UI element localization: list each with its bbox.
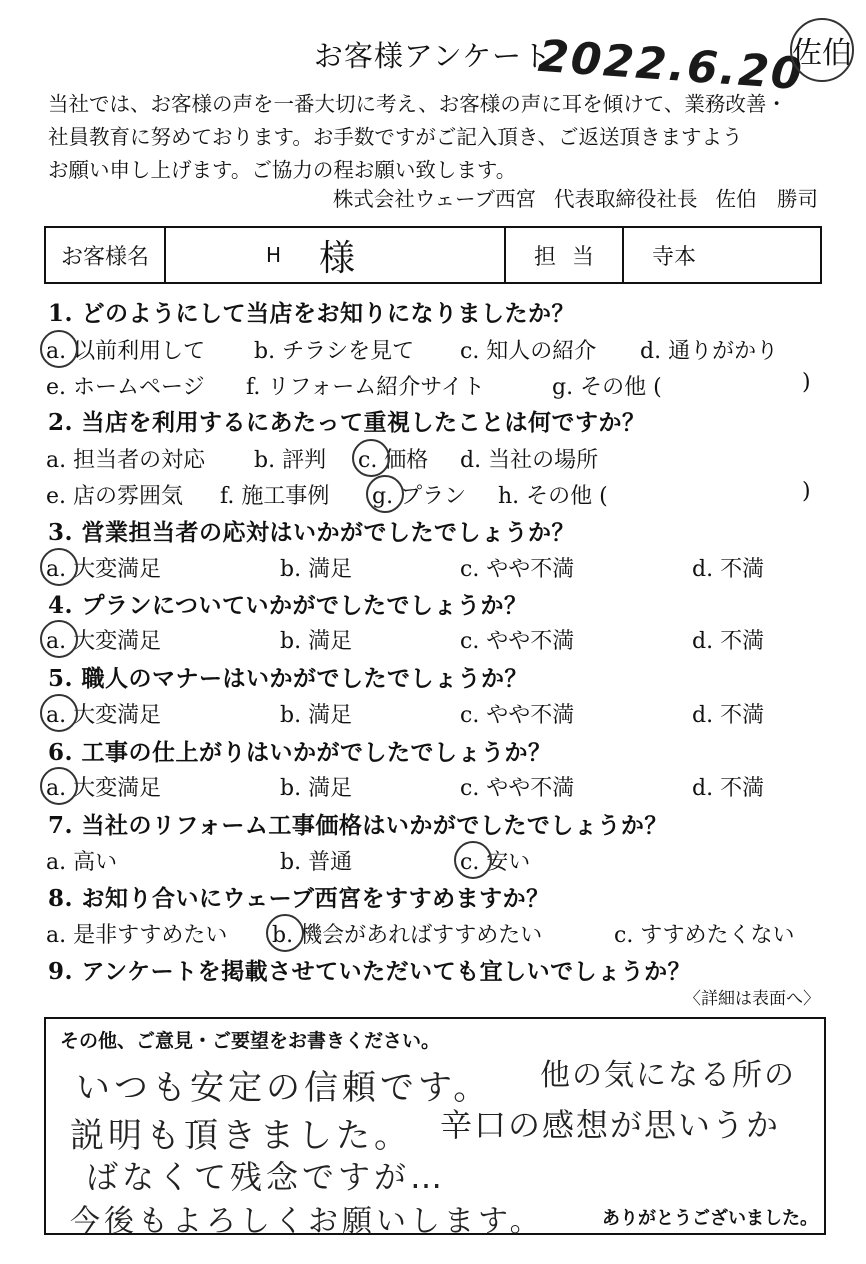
q1-option-a[interactable]: a. 以前利用して xyxy=(46,334,205,365)
q1-option-g[interactable]: g. その他 ( xyxy=(552,375,662,400)
president-name: 佐伯 勝司 xyxy=(715,187,818,211)
staff-label: 担当 xyxy=(506,228,624,282)
q2-option-b[interactable]: b. 評判 xyxy=(254,448,327,473)
q6-option-c[interactable]: c. やや不満 xyxy=(460,776,575,801)
customer-info-box xyxy=(44,226,822,284)
q2-option-d[interactable]: d. 当社の場所 xyxy=(460,448,599,473)
question-5-options xyxy=(46,698,826,728)
company-name: 株式会社ウェーブ西宮 xyxy=(332,187,536,211)
q2-option-g[interactable]: g. プラン xyxy=(372,479,466,510)
q5-option-a[interactable]: a. 大変満足 xyxy=(46,698,161,729)
q2-option-c[interactable]: c. 価格 xyxy=(358,443,428,474)
question-6-options xyxy=(46,771,826,801)
handwritten-date: 2022.6.20 xyxy=(536,30,806,101)
q3-option-b[interactable]: b. 満足 xyxy=(280,557,353,582)
question-5: 5. 職人のマナーはいかがでしたでしょうか？ xyxy=(48,665,529,692)
q1-option-c[interactable]: c. 知人の紹介 xyxy=(460,339,597,364)
question-2-options-row2 xyxy=(46,479,826,509)
q7-option-c[interactable]: c. 安い xyxy=(460,845,530,876)
customer-label: お客様名 xyxy=(46,228,166,282)
company-role: 代表取締役社長 xyxy=(554,187,698,211)
intro-line: 社員教育に努めております。お手数ですがご記入頂き、ご返送頂きますよう xyxy=(48,125,743,149)
question-4-options xyxy=(46,624,826,654)
intro-line: 当社では、お客様の声を一番大切に考え、お客様の声に耳を傾けて、業務改善・ xyxy=(48,92,787,116)
question-8: 8. お知り合いにウェーブ西宮をすすめますか？ xyxy=(48,885,550,912)
q6-option-d[interactable]: d. 不満 xyxy=(692,776,765,801)
question-3: 3. 営業担当者の応対はいかがでしたでしょうか？ xyxy=(48,519,576,546)
survey-title: お客様アンケート xyxy=(313,39,553,73)
intro-text xyxy=(48,88,828,187)
q4-option-b[interactable]: b. 満足 xyxy=(280,629,353,654)
staff-name-field[interactable]: 寺本 xyxy=(652,244,697,270)
comment-line: いつも安定の信頼です。 xyxy=(76,1068,492,1108)
q1-option-d[interactable]: d. 通りがかり xyxy=(640,339,779,364)
comment-line: ばなくて残念ですが… xyxy=(86,1158,447,1196)
question-3-options xyxy=(46,552,826,582)
company-signature xyxy=(315,182,818,212)
question-9: 9. アンケートを掲載させていただいても宜しいでしょうか？ xyxy=(48,958,692,985)
q5-option-d[interactable]: d. 不満 xyxy=(692,703,765,728)
comment-line: 他の気になる所の xyxy=(540,1058,796,1093)
q8-option-c[interactable]: c. すすめたくない xyxy=(614,923,795,948)
q3-option-a[interactable]: a. 大変満足 xyxy=(46,552,161,583)
q5-option-c[interactable]: c. やや不満 xyxy=(460,703,575,728)
question-6: 6. 工事の仕上がりはいかがでしたでしょうか？ xyxy=(48,739,552,766)
q1-option-g-close: ) xyxy=(802,370,811,395)
q6-option-b[interactable]: b. 満足 xyxy=(280,776,353,801)
comment-line: 辛口の感想が思いうか xyxy=(440,1106,781,1144)
comment-line: 説明も頂きました。 xyxy=(70,1116,412,1156)
question-1-options-row2 xyxy=(46,370,826,400)
question-7-options xyxy=(46,845,826,875)
q7-option-b[interactable]: b. 普通 xyxy=(280,850,353,875)
question-1: 1. どのようにして当店をお知りになりましたか？ xyxy=(48,300,576,327)
question-1-options-row1 xyxy=(46,334,826,364)
q7-option-a[interactable]: a. 高い xyxy=(46,850,118,875)
q8-option-b[interactable]: b. 機会があればすすめたい xyxy=(272,918,542,949)
customer-initial: H xyxy=(266,243,282,267)
q4-option-c[interactable]: c. やや不満 xyxy=(460,629,575,654)
detail-note: 〈詳細は表面へ〉 xyxy=(684,989,820,1009)
customer-suffix: 様 xyxy=(319,237,356,279)
question-2: 2. 当店を利用するにあたって重視したことは何ですか？ xyxy=(48,409,646,436)
comment-line: 今後もよろしくお願いします。 xyxy=(70,1204,544,1239)
q1-option-b[interactable]: b. チラシを見て xyxy=(254,339,415,364)
q4-option-a[interactable]: a. 大変満足 xyxy=(46,624,161,655)
q4-option-d[interactable]: d. 不満 xyxy=(692,629,765,654)
q6-option-a[interactable]: a. 大変満足 xyxy=(46,771,161,802)
q2-option-f[interactable]: f. 施工事例 xyxy=(220,484,330,509)
q2-option-a[interactable]: a. 担当者の対応 xyxy=(46,448,206,473)
question-2-options-row1 xyxy=(46,443,826,473)
question-8-options xyxy=(46,918,826,948)
q2-option-e[interactable]: e. 店の雰囲気 xyxy=(46,484,184,509)
question-4: 4. プランについていかがでしたでしょうか？ xyxy=(48,592,528,619)
q2-option-h-close: ) xyxy=(802,479,811,504)
question-7: 7. 当社のリフォーム工事価格はいかがでしたでしょうか？ xyxy=(48,812,668,839)
q1-option-e[interactable]: e. ホームページ xyxy=(46,375,205,400)
q3-option-c[interactable]: c. やや不満 xyxy=(460,557,575,582)
q5-option-b[interactable]: b. 満足 xyxy=(280,703,353,728)
comment-title: その他、ご意見・ご要望をお書きください。 xyxy=(60,1030,441,1052)
seal-stamp: 佐伯 xyxy=(790,18,854,82)
intro-line: お願い申し上げます。ご協力の程お願い致します。 xyxy=(48,158,517,182)
customer-name-field[interactable] xyxy=(166,228,506,282)
q8-option-a[interactable]: a. 是非すすめたい xyxy=(46,923,228,948)
q2-option-h[interactable]: h. その他 ( xyxy=(498,484,608,509)
q3-option-d[interactable]: d. 不満 xyxy=(692,557,765,582)
thanks-text: ありがとうございました。 xyxy=(602,1208,818,1229)
q1-option-f[interactable]: f. リフォーム紹介サイト xyxy=(246,375,485,400)
